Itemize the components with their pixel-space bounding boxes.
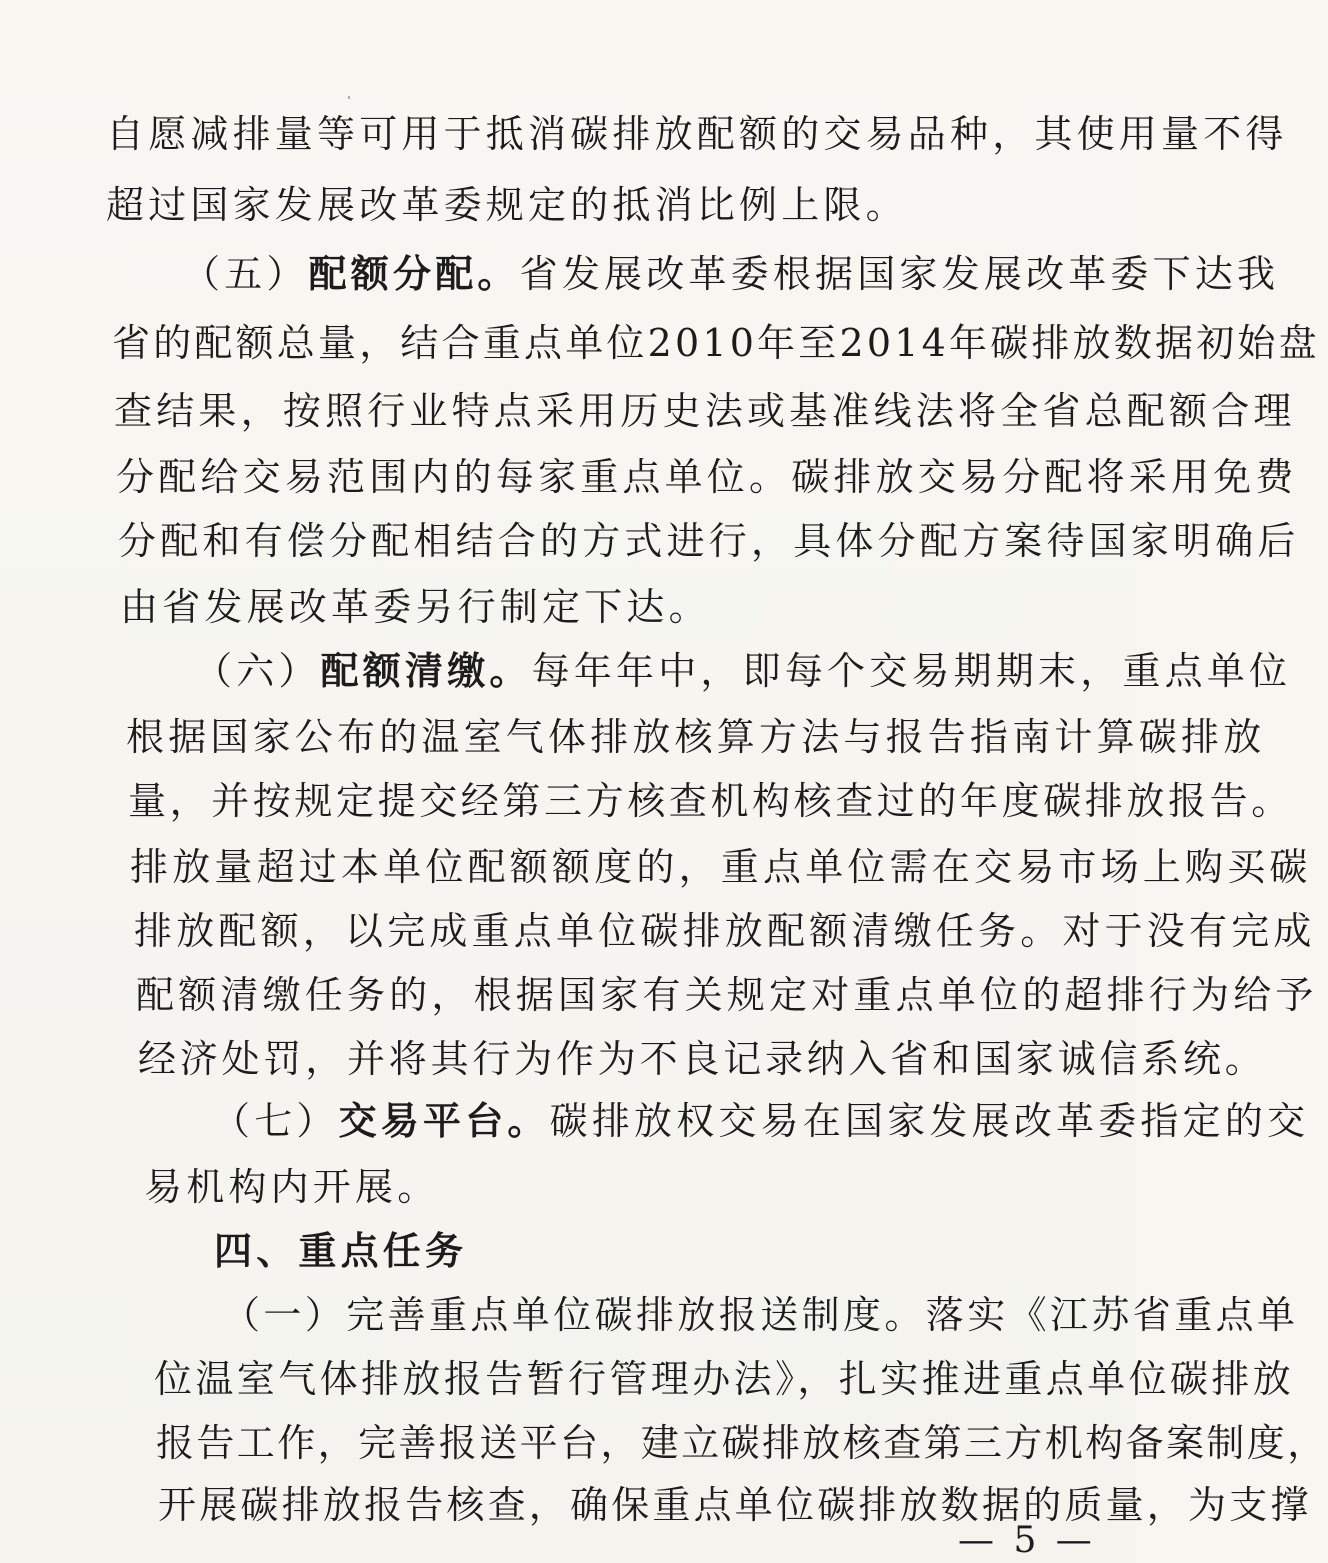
text-line-21: 报告工作，完善报送平台，建立碳排放核查第三方机构备案制度，	[156, 1421, 1328, 1465]
text-line-15: 经济处罚，并将其行为作为不良记录纳入省和国家诚信系统。	[138, 1037, 1267, 1081]
text-line-5: 查结果，按照行业特点采用历史法或基准线法将全省总配额合理	[114, 389, 1296, 433]
text-line-9: （六）配额清缴。每年年中，即每个交易期期末，重点单位	[194, 648, 1292, 693]
scan-speck	[348, 96, 350, 99]
text-line-11: 量，并按规定提交经第三方核查机构核查过的年度碳排放报告。	[128, 779, 1293, 823]
text-line-12: 排放量超过本单位配额额度的，重点单位需在交易市场上购买碳	[130, 845, 1312, 889]
text-line-14: 配额清缴任务的，根据国家有关规定对重点单位的超排行为给予	[136, 973, 1318, 1017]
text-line-10: 根据国家公布的温室气体排放核算方法与报告指南计算碳排放	[126, 715, 1266, 759]
text-line-13: 排放配额，以完成重点单位碳排放配额清缴任务。对于没有完成	[134, 909, 1316, 953]
text-line-16: （七）交易平台。碳排放权交易在国家发展改革委指定的交	[212, 1098, 1310, 1143]
text-line-1: 自愿减排量等可用于抵消碳排放配额的交易品种，其使用量不得	[106, 112, 1288, 156]
text-line-17: 易机构内开展。	[144, 1165, 440, 1209]
section-heading: 四、重点任务	[214, 1228, 468, 1273]
text-line-22: 开展碳排放报告核查，确保重点单位碳排放数据的质量，为支撑	[158, 1483, 1312, 1527]
text-line-6: 分配给交易范围内的每家重点单位。碳排放交易分配将采用免费	[116, 455, 1298, 499]
text-line-4: 省的配额总量，结合重点单位2010年至2014年碳排放数据初始盘	[112, 321, 1320, 365]
page-number: — 5 —	[958, 1520, 1096, 1561]
text-line-7: 分配和有偿分配相结合的方式进行，具体分配方案待国家明确后	[118, 519, 1300, 563]
text-line-19: （一）完善重点单位碳排放报送制度。落实《江苏省重点单	[222, 1293, 1299, 1337]
text-line-2: 超过国家发展改革委规定的抵消比例上限。	[106, 183, 908, 227]
text-line-20: 位温室气体排放报告暂行管理办法》，扎实推进重点单位碳排放	[154, 1357, 1295, 1401]
text-line-8: 由省发展改革委另行制定下达。	[120, 585, 711, 629]
text-line-3: （五）配额分配。省发展改革委根据国家发展改革委下达我	[182, 251, 1280, 296]
